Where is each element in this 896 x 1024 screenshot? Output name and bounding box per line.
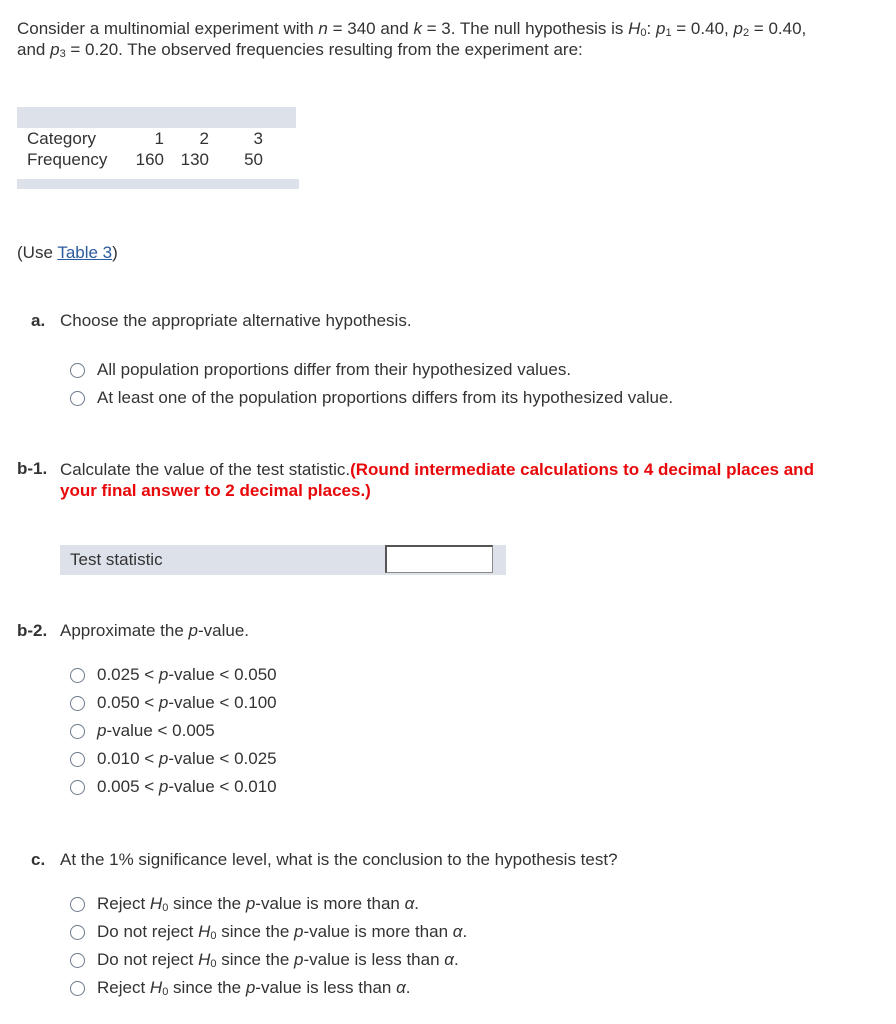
category-cell: 1 (154, 129, 164, 148)
var-n: n (318, 19, 328, 38)
option-text: Reject (97, 978, 150, 997)
var-p: p (655, 19, 666, 38)
radio-option-c2[interactable] (70, 920, 467, 944)
option-text: -value < 0.050 (168, 665, 277, 684)
table-footer-band (17, 179, 299, 189)
table-header-band (17, 107, 296, 128)
var-h: H (149, 894, 163, 913)
label-text: a. (31, 311, 46, 330)
test-statistic-label: Test statistic (70, 550, 163, 569)
note-text: ) (112, 243, 118, 262)
radio-button[interactable] (70, 752, 85, 767)
intro-text: = 3. The null hypothesis is (421, 19, 629, 38)
var-k: k (413, 19, 422, 38)
option-text: -value is less than (303, 950, 445, 969)
part-c-question: At the 1% significance level, what is the conclusion to the hypothesis test? (60, 850, 618, 869)
subscript: 3 (59, 48, 66, 60)
option-label (97, 894, 419, 914)
option-text: Reject (97, 894, 150, 913)
radio-option-b2-4[interactable] (70, 747, 277, 771)
part-b2-label (17, 621, 47, 641)
option-label (97, 777, 277, 797)
option-label (97, 749, 277, 769)
option-label: At least one of the population proportions differs from its hypothesized value. (97, 388, 674, 407)
subscript: 1 (665, 27, 672, 39)
option-text: -value < 0.100 (168, 693, 277, 712)
label-text: b-1. (17, 459, 48, 478)
subscript: 0 (162, 986, 169, 998)
option-text: . (414, 894, 420, 913)
option-text: since the (168, 894, 246, 913)
option-text: -value < 0.005 (106, 721, 215, 740)
radio-option-c4[interactable] (70, 976, 411, 1000)
question-intro (17, 18, 889, 60)
var-h: H (149, 978, 163, 997)
frequency-cell: 130 (180, 150, 209, 169)
intro-text: = 0.20. The observed frequencies resulting from the experiment are: (65, 40, 583, 59)
use-table-note (17, 243, 118, 263)
category-cell: 3 (253, 129, 263, 148)
radio-option-b2-1[interactable] (70, 663, 277, 687)
option-text: 0.010 < (97, 749, 159, 768)
label-text: b-2. (17, 621, 48, 640)
intro-text: = 0.40, (671, 19, 734, 38)
table-row (27, 149, 267, 170)
frequency-table (27, 128, 267, 170)
var-p: p (245, 894, 256, 913)
part-a-question: Choose the appropriate alternative hypothesis. (60, 311, 412, 330)
var-p: p (158, 777, 169, 796)
part-a-label (31, 311, 45, 331)
part-b1-label (17, 459, 47, 479)
option-label (97, 950, 459, 970)
test-statistic-input[interactable] (385, 545, 493, 573)
row-label: Category (27, 129, 96, 148)
radio-button[interactable] (70, 391, 85, 406)
frequency-cell: 50 (244, 150, 263, 169)
var-h: H (198, 950, 211, 969)
radio-button[interactable] (70, 953, 85, 968)
subscript: 0 (162, 902, 169, 914)
option-label (97, 922, 467, 942)
table-row (27, 128, 267, 149)
label-text: c. (31, 850, 46, 869)
question-text: Calculate the value of the test statistic. (60, 460, 351, 479)
radio-button[interactable] (70, 780, 85, 795)
radio-button[interactable] (70, 696, 85, 711)
option-text: since the (216, 922, 295, 941)
radio-option-a2[interactable] (70, 386, 673, 410)
part-b1-question (60, 459, 880, 501)
frequency-cell: 160 (135, 150, 164, 169)
var-p: p (158, 749, 169, 768)
var-h: H (628, 19, 641, 38)
radio-button[interactable] (70, 668, 85, 683)
intro-text: : (646, 19, 656, 38)
radio-option-c1[interactable] (70, 892, 419, 916)
row-label: Frequency (27, 150, 108, 169)
radio-option-b2-2[interactable] (70, 691, 277, 715)
option-text: . (405, 978, 411, 997)
var-p: p (158, 693, 169, 712)
radio-option-b2-3[interactable] (70, 719, 215, 743)
option-text: 0.025 < (97, 665, 159, 684)
radio-option-b2-5[interactable] (70, 775, 277, 799)
intro-text: Consider a multinomial experiment with (17, 19, 319, 38)
option-label (97, 693, 277, 713)
option-text: 0.050 < (97, 693, 159, 712)
var-p: p (245, 978, 256, 997)
option-text: -value is less than (255, 978, 397, 997)
option-label (97, 978, 411, 998)
radio-button[interactable] (70, 363, 85, 378)
category-cell: 2 (199, 129, 209, 148)
intro-text: = 0.40, (749, 19, 807, 38)
radio-button[interactable] (70, 981, 85, 996)
var-p: p (158, 665, 169, 684)
part-b2-question (60, 621, 249, 641)
subscript: 0 (210, 958, 217, 970)
rounding-instruction: your final answer to 2 decimal places.) (60, 481, 371, 500)
option-text: Do not reject (97, 950, 199, 969)
subscript: 0 (640, 27, 647, 39)
var-alpha: α (452, 922, 463, 941)
var-p: p (97, 721, 107, 740)
radio-button[interactable] (70, 724, 85, 739)
option-label: All population proportions differ from their hypothesized values. (97, 360, 572, 379)
var-alpha: α (396, 978, 406, 997)
part-c-label (31, 850, 45, 870)
var-p: p (733, 19, 743, 38)
option-text: since the (216, 950, 295, 969)
note-text: (Use (17, 243, 58, 262)
table-3-link[interactable]: Table 3 (57, 243, 113, 262)
radio-option-a1[interactable] (70, 358, 571, 382)
intro-text: and (17, 40, 51, 59)
option-text: . (462, 922, 468, 941)
option-label (97, 665, 277, 685)
option-text: 0.005 < (97, 777, 159, 796)
option-text: -value is more than (303, 922, 453, 941)
option-text: Do not reject (97, 922, 199, 941)
radio-button[interactable] (70, 925, 85, 940)
radio-option-c3[interactable] (70, 948, 459, 972)
option-text: -value is more than (255, 894, 405, 913)
intro-text: = 340 and (327, 19, 414, 38)
option-text: since the (168, 978, 246, 997)
var-alpha: α (404, 894, 415, 913)
var-p: p (294, 950, 304, 969)
question-text: Approximate the (60, 621, 189, 640)
option-text: . (453, 950, 459, 969)
subscript: 2 (742, 27, 750, 39)
var-h: H (198, 922, 211, 941)
var-p: p (294, 922, 304, 941)
var-p: p (188, 621, 198, 640)
var-alpha: α (444, 950, 454, 969)
option-text: -value < 0.010 (168, 777, 277, 796)
var-p: p (50, 40, 60, 59)
question-text: -value. (197, 621, 250, 640)
subscript: 0 (210, 930, 217, 942)
option-label (97, 721, 215, 741)
rounding-instruction: (Round intermediate calculations to 4 decimal places and (350, 460, 814, 479)
radio-button[interactable] (70, 897, 85, 912)
option-text: -value < 0.025 (168, 749, 277, 768)
